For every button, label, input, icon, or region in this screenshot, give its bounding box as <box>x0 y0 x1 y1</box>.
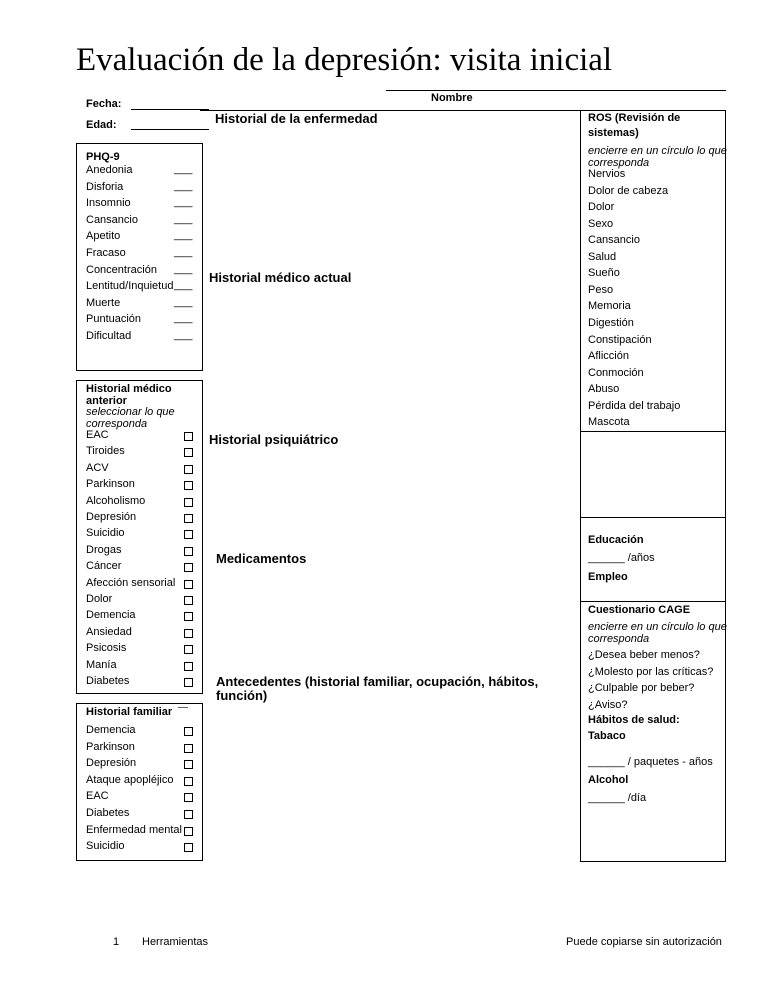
cage-top-rule <box>580 601 726 602</box>
pmh-checkbox[interactable] <box>184 678 193 687</box>
fecha-field[interactable] <box>131 109 209 110</box>
cage-item[interactable]: ¿Molesto por las críticas? <box>588 665 714 678</box>
nombre-label: Nombre <box>431 92 473 104</box>
cage-instr-1: encierre en un círculo lo que <box>588 621 727 633</box>
phq9-score-blank[interactable]: ___ <box>174 179 193 192</box>
ros-item[interactable]: Abuso <box>588 383 620 396</box>
heading-background-2: función) <box>216 688 268 703</box>
pmh-item: Suicidio <box>86 527 125 540</box>
pmh-checkbox[interactable] <box>184 547 193 556</box>
phq9-score-blank[interactable]: ___ <box>174 262 193 275</box>
family-item: Enfermedad mental <box>86 823 182 836</box>
phq9-item: Lentitud/Inquietud <box>86 280 174 293</box>
pmh-item: Demencia <box>86 609 136 622</box>
phq9-score-blank[interactable]: ___ <box>174 295 193 308</box>
family-checkbox[interactable] <box>184 827 193 836</box>
ros-item[interactable]: Sexo <box>588 217 614 230</box>
pmh-item: Psicosis <box>86 642 127 655</box>
pmh-item: Manía <box>86 658 117 671</box>
ros-title-2: sistemas) <box>588 127 639 139</box>
cage-instr-2: corresponda <box>588 633 650 645</box>
family-checkbox[interactable] <box>184 777 193 786</box>
ros-title-1: ROS (Revisión de <box>588 112 681 124</box>
heading-psychiatric: Historial psiquiátrico <box>209 432 339 447</box>
footer-page-number: 1 <box>113 936 120 948</box>
cage-title: Cuestionario CAGE <box>588 604 691 616</box>
pmh-instr-2: corresponda <box>86 418 148 430</box>
edad-label: Edad: <box>86 119 117 131</box>
pmh-checkbox[interactable] <box>184 645 193 654</box>
phq9-item: Disforia <box>86 180 124 193</box>
phq9-score-blank[interactable]: ___ <box>174 279 193 292</box>
phq9-score-blank[interactable]: ___ <box>174 246 193 258</box>
pmh-checkbox[interactable] <box>184 563 193 572</box>
family-item: Diabetes <box>86 807 130 819</box>
phq9-item: Concentración <box>86 263 157 276</box>
phq9-item: Insomnio <box>86 197 131 210</box>
phq9-score-blank[interactable]: ___ <box>174 312 193 325</box>
page-title: Evaluación de la depresión: visita inicial <box>76 42 613 78</box>
cage-item[interactable]: ¿Desea beber menos? <box>588 649 700 661</box>
family-item: Depresión <box>86 757 137 770</box>
heading-background-1: Antecedentes (historial familiar, ocupación, hábitos, <box>216 674 539 689</box>
ros-item[interactable]: Cansancio <box>588 234 640 247</box>
pmh-instr-1: seleccionar lo que <box>86 406 175 418</box>
ros-instr-1: encierre en un círculo lo que <box>588 145 727 157</box>
habits-title: Hábitos de salud: <box>588 714 680 726</box>
tobacco-title: Tabaco <box>588 730 626 742</box>
pmh-checkbox[interactable] <box>184 465 193 474</box>
ros-item[interactable]: Sueño <box>588 267 620 280</box>
phq9-score-blank[interactable]: ___ <box>174 229 193 242</box>
alcohol-title: Alcohol <box>588 774 629 786</box>
fecha-label: Fecha: <box>86 98 122 110</box>
footer-right-text: Puede copiarse sin autorización <box>566 936 722 948</box>
heading-illness-history: Historial de la enfermedad <box>215 111 378 126</box>
family-checkbox[interactable] <box>184 760 193 769</box>
pmh-item: Depresión <box>86 511 137 523</box>
ros-item[interactable]: Memoria <box>588 300 631 313</box>
phq9-score-blank[interactable]: ___ <box>174 163 193 175</box>
nombre-line[interactable] <box>386 90 726 91</box>
tobacco-value[interactable]: ______ / paquetes - años <box>588 756 713 768</box>
ros-item[interactable]: Dolor <box>588 201 615 214</box>
ros-instr-2: corresponda <box>588 157 650 169</box>
pmh-item: Ansiedad <box>86 625 132 638</box>
pmh-item: ACV <box>86 461 109 474</box>
employment-title: Empleo <box>588 571 628 583</box>
family-title: Historial familiar <box>86 706 173 718</box>
heading-current-medical: Historial médico actual <box>209 270 352 285</box>
phq9-item: Fracaso <box>86 247 126 259</box>
family-checkbox[interactable] <box>184 727 193 736</box>
pmh-checkbox[interactable] <box>184 432 193 441</box>
phq9-item: Anedonia <box>86 164 133 176</box>
ros-item[interactable]: Conmoción <box>588 366 644 379</box>
family-checkbox[interactable] <box>184 843 193 852</box>
family-item: EAC <box>86 790 109 803</box>
phq9-score-blank[interactable]: ___ <box>174 196 193 209</box>
family-dash <box>178 707 188 708</box>
ros-item[interactable]: Nervios <box>588 168 626 180</box>
phq9-score-blank[interactable]: ___ <box>174 329 193 341</box>
ros-item[interactable]: Mascota <box>588 416 630 429</box>
family-checkbox[interactable] <box>184 793 193 802</box>
pmh-item: Dolor <box>86 593 113 605</box>
ros-item[interactable]: Constipación <box>588 333 652 346</box>
alcohol-value[interactable]: ______ /día <box>588 792 647 804</box>
ros-item[interactable]: Pérdida del trabajo <box>588 399 681 412</box>
ros-item[interactable]: Salud <box>588 250 617 263</box>
pmh-checkbox[interactable] <box>184 580 193 589</box>
cage-item[interactable]: ¿Culpable por beber? <box>588 682 695 694</box>
pmh-item: Tiroides <box>86 445 125 458</box>
phq9-item: Cansancio <box>86 213 138 226</box>
pmh-item: EAC <box>86 429 109 441</box>
footer-left-text: Herramientas <box>142 936 209 948</box>
family-item: Demencia <box>86 724 136 736</box>
pmh-checkbox[interactable] <box>184 514 193 523</box>
ros-item[interactable]: Digestión <box>588 316 634 329</box>
education-years[interactable]: ______ /años <box>588 552 655 564</box>
ros-item[interactable]: Dolor de cabeza <box>588 184 669 197</box>
edad-field[interactable] <box>131 129 209 130</box>
pmh-checkbox[interactable] <box>184 448 193 457</box>
education-top-rule <box>580 517 726 518</box>
ros-bottom-rule <box>580 431 726 432</box>
pmh-checkbox[interactable] <box>184 530 193 539</box>
phq9-item: Dificultad <box>86 330 132 342</box>
pmh-title-1: Historial médico <box>86 383 172 395</box>
pmh-checkbox[interactable] <box>184 612 193 621</box>
phq9-item: Puntuación <box>86 313 142 326</box>
pmh-item: Afección sensorial <box>86 576 176 589</box>
ros-item[interactable]: Peso <box>588 283 614 296</box>
pmh-checkbox[interactable] <box>184 498 193 507</box>
pmh-checkbox[interactable] <box>184 629 193 638</box>
pmh-checkbox[interactable] <box>184 596 193 605</box>
pmh-checkbox[interactable] <box>184 662 193 671</box>
phq9-item: Muerte <box>86 296 121 309</box>
pmh-item: Diabetes <box>86 675 130 687</box>
family-checkbox[interactable] <box>184 744 193 753</box>
education-title: Educación <box>588 534 644 546</box>
family-item: Suicidio <box>86 840 125 853</box>
heading-medications: Medicamentos <box>216 551 307 566</box>
pmh-item: Cáncer <box>86 560 122 573</box>
ros-item[interactable]: Aflicción <box>588 350 629 363</box>
family-checkbox[interactable] <box>184 810 193 819</box>
family-item: Ataque apopléjico <box>86 773 174 786</box>
phq9-title: PHQ-9 <box>86 151 120 163</box>
phq9-item: Apetito <box>86 230 121 243</box>
pmh-checkbox[interactable] <box>184 481 193 490</box>
pmh-item: Alcoholismo <box>86 494 146 507</box>
cage-item[interactable]: ¿Aviso? <box>588 698 628 711</box>
phq9-score-blank[interactable]: ___ <box>174 212 193 225</box>
pmh-item: Drogas <box>86 543 122 556</box>
pmh-item: Parkinson <box>86 478 135 491</box>
family-item: Parkinson <box>86 740 135 753</box>
pmh-title-2: anterior <box>86 395 127 407</box>
